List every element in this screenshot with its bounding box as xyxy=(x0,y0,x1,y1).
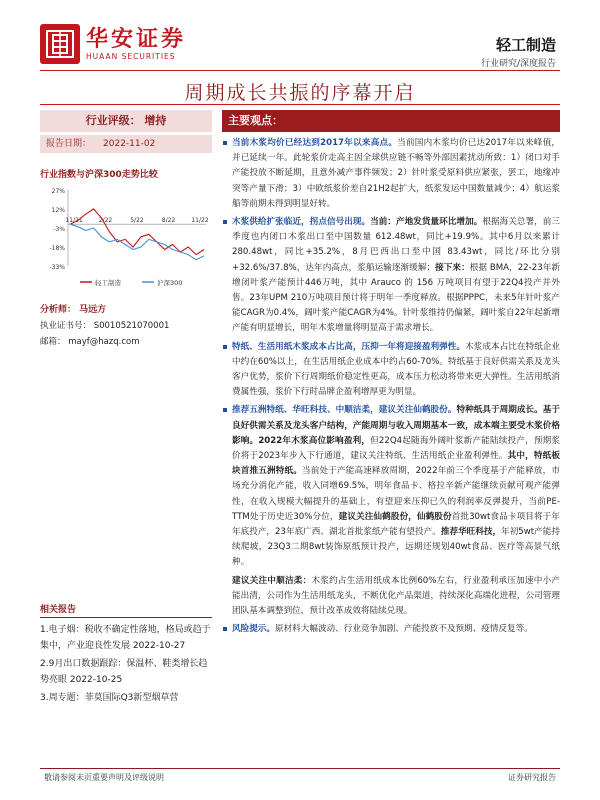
date-label: 报告日期： xyxy=(46,139,92,149)
rating-badge: 行业评级： 增持 xyxy=(40,110,212,132)
footer-disclaimer[interactable]: 敬请参阅末页重要声明及评级说明 xyxy=(44,773,164,782)
key-point-recommendations: 推荐五洲特纸、华旺科技、中顺洁柔，建议关注仙鹤股份。特种纸具于周期成长。基于良好供需关系及龙头客户结构，产能周期与收入周期基本一致，成本端主要受木浆价格影响。2022年木浆高位影响盈利，但22Q4起随海外阔叶浆新产能陆续投产，预期浆价将于2023年步入下行通道，建议关注特纸、生活用纸企业盈利弹性。其中，特纸板块首推五洲特纸。当前处于产能高速释放周期，2022年前三个季度基于产能释放，市场充分消化产能，收入同增69.5%，明年食品卡、格拉辛新产能继续贡献可观产能弹性，在收入规模大幅提升的基础上，有望迎来压抑已久的利润率反弹提升，当前PE-TTM处于历史近30%分位，建议关注仙鹤股份，仙鹤股份首批30wt食品卡项目将于年年底投产，23年底广西、湖北首批浆纸产能有望投产。推荐华旺科技，年初5wt产能持续爬坡，23Q3二期8wt装饰原纸预计投产，远期还规划40wt食品、医疗等高景气纸种。 xyxy=(222,403,560,570)
x-tick-label: 2/22 xyxy=(98,217,113,225)
footer-label: 证券研究报告 xyxy=(508,773,556,782)
legend-label: 轻工制造 xyxy=(95,279,121,287)
index-chart xyxy=(40,186,212,294)
related-reports-title: 相关报告 xyxy=(40,602,212,618)
key-points-list xyxy=(222,136,560,638)
y-tick-label: -3% xyxy=(53,226,65,233)
legend-label: 沪深300 xyxy=(157,279,183,287)
brand-logo xyxy=(40,24,186,64)
key-point-supply: 木浆供给扩张临近，拐点信号出现。当前：产地发货量环比增加。根据海关总署，前三季度也内闭口木浆出口至中国数量 612.48wt，同比+19.9%。其中6月以来累计280.48wt，同比+35.2%，8月巴西出口至中国 83.43wt，同比/环比分别+32.6%/37.8%，达年内高点，浆船运输逐渐缓解；接下来：根据 BMA，22-23年新增闭叶浆产能预计446万吨，其中 Arauco 的 156 万吨项目有望于22Q4投产并外售。23年UPM 210万吨项目预计将于明年一季度释放。根据PPPC，未来5年针叶浆产能CAGR为0.4%，阔叶浆产能CAGR为4%。针叶浆维持仍偏紧，阔叶浆自22年起新增产能有明显增长，明年木浆增量将明显高于需求增长。 xyxy=(222,215,560,337)
report-title: 周期成长共振的序幕开启 xyxy=(184,82,416,104)
footer-divider xyxy=(40,768,560,769)
related-report-item[interactable]: 3.周专题：菲莫国际Q3新型烟草营 xyxy=(40,693,179,703)
analyst-email: 邮箱： mayf@hazq.com xyxy=(40,337,140,347)
key-point-zhongshun: 建议关注中顺洁柔：木浆约占生活用纸成本比例60%左右，行业盈利承压加速中小产能出清，公司作为生活用纸龙头，不断优化产品渠道，持续深化高端化进程，公司管理团队基本调整到位，预计改革成效将陆续兑现。 xyxy=(232,575,560,617)
y-tick-label: 27% xyxy=(51,188,65,195)
key-point-cost-share: 特纸、生活用纸木浆成本占比高，压抑一年将迎接盈利弹性。木浆成本占比在特纸企业中约在60%以上，在生活用纸企业成本中约占60-70%。特纸基于良好供需关系及龙头客户优势，浆价下行周期纸价稳定性更高，成本压力松动将带来更大弹性。生活用纸消费属性强，浆价下行时品牌企盈利增厚更为明显。 xyxy=(222,340,560,401)
header-divider xyxy=(40,70,560,71)
industry-label: 轻工制造 xyxy=(495,36,556,54)
x-tick-label: 11/22 xyxy=(191,217,209,225)
y-tick-label: -33% xyxy=(49,264,65,271)
key-point-risk: 风险提示。原材料大幅波动、行业竞争加剧、产能投放不及预期、疫情反复等。 xyxy=(222,622,560,637)
title-divider xyxy=(40,104,560,105)
x-tick-label: 11/21 xyxy=(65,217,83,225)
related-report-item[interactable]: 1.电子烟：税收不确定性落地，格局或趋于集中，产业迎良性发展 2022-10-27 xyxy=(40,625,211,651)
chart-title: 行业指数与沪深300走势比较 xyxy=(40,170,158,180)
report-date-row xyxy=(40,135,212,153)
key-point-pulp-price: 当前木浆均价已经达到2017年以来高点。当前国内木浆均价已达2017年以来峰值，并已延续一年。此轮浆价走高主因全球供应链不畅等外部因素扰动所致：1）闭口对手产能投放不断延期，且意外减产事件频发；2）针叶浆受原料供应紧张，罢工，地缘冲突等产量下滑；3）中欧纸浆价差自21H2起扩大，纸浆发运中国数量减少；4）航运浆船等前期未得到明显好转。 xyxy=(222,136,560,212)
report-type: 行业研究/深度报告 xyxy=(480,59,556,69)
analyst-license: 执业证书号： S0010521070001 xyxy=(40,321,170,331)
related-reports-list xyxy=(40,622,212,708)
brand-name-cn: 华安证券 xyxy=(86,26,187,52)
main-column xyxy=(222,110,560,641)
x-tick-label: 8/22 xyxy=(161,217,176,225)
y-tick-label: -18% xyxy=(49,245,65,252)
related-report-item[interactable]: 2.9月出口数据跟踪：保温杯、鞋类增长趋势亮眼 2022-10-25 xyxy=(40,659,208,685)
analyst-title: 分析师： 马远方 xyxy=(40,305,107,315)
report-date: 2022-11-02 xyxy=(103,139,156,149)
seal-icon xyxy=(40,24,80,64)
key-points-title: 主要观点： xyxy=(222,110,560,132)
index-chart-svg xyxy=(40,186,212,294)
x-tick-label: 5/22 xyxy=(130,217,144,225)
left-column xyxy=(40,110,212,347)
brand-name-en: HUAAN SECURITIES xyxy=(86,52,176,61)
y-tick-label: 12% xyxy=(51,207,65,214)
